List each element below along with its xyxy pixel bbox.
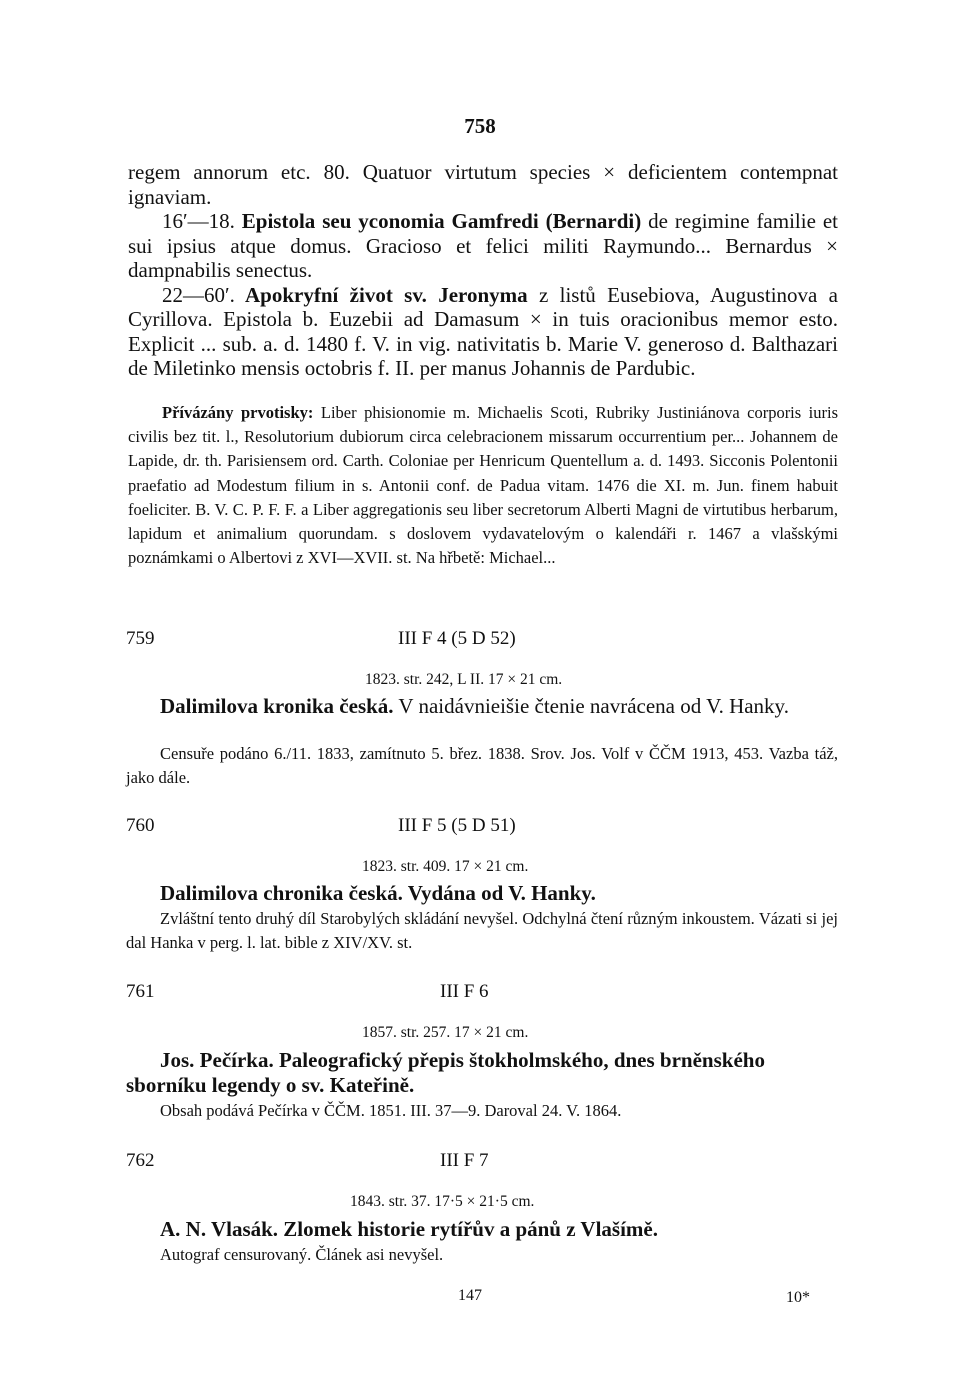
entry-meta: 1823. str. 409. 17 × 21 cm. <box>362 858 529 875</box>
entry-note: Autograf censurovaný. Článek asi nevyšel. <box>160 1245 444 1264</box>
shelfmark: III F 7 <box>440 1150 489 1171</box>
entry-meta: 1843. str. 37. 17·5 × 21·5 cm. <box>350 1193 535 1210</box>
title-bold: A. N. Vlasák. Zlomek historie rytířův a pánů z Vlašímě. <box>160 1217 658 1241</box>
paragraph-continuation <box>128 160 838 209</box>
footer-page-number: 147 <box>458 1287 482 1304</box>
text-span: deficientem contempnat ignaviam. <box>128 160 838 209</box>
title-rest: V naidávnieišie čtenie navrácena od V. Hanky. <box>393 694 789 718</box>
entry-meta: 1823. str. 242, L II. 17 × 21 cm. <box>365 671 563 688</box>
title-bold: Dalimilova chronika česká. Vydána od V. Hanky. <box>160 881 596 905</box>
entry-title <box>126 1217 838 1242</box>
entry-note: Zvláštní tento druhý díl Starobylých skládání nevyšel. Odchylná čtení různým inkoustem. Vázati si jej dal Hanka v perg. l. lat. bible z XIV/XV. st. <box>126 909 838 952</box>
entry-note: Obsah podává Pečírka v ČČM. 1851. III. 37—9. Daroval 24. V. 1864. <box>160 1101 622 1120</box>
paragraph-small <box>128 401 838 570</box>
entry-number: 762 <box>126 1150 155 1171</box>
text-span: regem annorum etc. 80. Quatuor virtutum species <box>128 160 604 184</box>
folio-range: 16′—18. <box>162 209 235 233</box>
small-label: Přívázány prvotisky: <box>162 403 314 422</box>
page-number: 758 <box>464 114 496 138</box>
entry-number: 759 <box>126 628 155 649</box>
bound-incunabula-note <box>128 401 838 570</box>
shelfmark: III F 5 (5 D 51) <box>398 815 516 836</box>
folio-range: 22—60′. <box>162 282 235 307</box>
text-span: de regimine familie et sui ipsius atque domus. Gracioso et felici militi Raymundo... Bernardus <box>128 209 838 258</box>
text-span: in tuis oracionibus memor esto. Explicit ... sub. a. d. 1480 f. V. in vig. nativitatis b. Marie V. generoso d. Balthazari de Miletinko mensis octobris f. II. per manus Johannis de Pardubic. <box>128 307 838 380</box>
shelfmark: III F 6 <box>440 981 489 1002</box>
small-text: Liber phisionomie m. Michaelis Scoti, Rubriky Justiniánova corporis iuris civilis bez tit. l., Resolutorium dubiorum circa celebracionem missarum occurrentium per... Johannem de Lapide, dr. th. Parisiensem ord. Carth. Coloniae per Henricum Quentellum a. d. 1493. Sicconis Polentonii praefatio ad Modestum filium in s. Antonii conf. de Padua vitam. 1476 die XI. m. Jun. finem habuit foeliciter. B. V. C. P. F. F. a Liber aggregationis seu liber secretorum Alberti Magni de virtutibus herbarum, lapidum et animalium quorundam. s doslovem vydavatelovým o kalendáři r. 1467 a vlašskými poznámkami o Albertovi z XVI—XVII. st. Na hřbetě: Michael... <box>128 403 838 568</box>
title-bold: Dalimilova kronika česká. <box>160 694 394 718</box>
paragraph-epistola <box>128 209 838 283</box>
bold-heading: Apokryfní život sv. Jeronyma <box>234 282 528 307</box>
entry-title <box>126 694 838 719</box>
shelfmark: III F 4 (5 D 52) <box>398 628 516 649</box>
bold-heading: Epistola seu yconomia Gamfredi (Bernardi) <box>234 209 642 233</box>
cross-symbol: × <box>603 160 616 184</box>
title-bold: Jos. Pečírka. Paleografický přepis štokholmského, dnes brněnského sborníku legendy o sv. Kateřině. <box>126 1048 765 1097</box>
entry-number: 760 <box>126 815 155 836</box>
cross-symbol: × <box>529 307 542 331</box>
entry-meta: 1857. str. 257. 17 × 21 cm. <box>362 1024 529 1041</box>
text-span: z listů Eusebiova, Augustinova a Cyrillova. Epistola b. Euzebii ad Damasum <box>128 282 838 331</box>
entry-title <box>126 1048 838 1098</box>
cross-symbol: × <box>826 233 838 258</box>
paragraph-apokryfni <box>128 283 838 381</box>
entry-title <box>126 881 838 906</box>
entry-note: Censuře podáno 6./11. 1833, zamítnuto 5. břez. 1838. Srov. Jos. Volf v ČČM 1913, 453. Vazba táž, jako dále. <box>126 744 838 787</box>
footer-signature-mark: 10* <box>786 1289 810 1306</box>
text-span: dampnabilis senectus. <box>128 258 313 282</box>
main-text-block <box>128 160 838 381</box>
entry-number: 761 <box>126 981 155 1002</box>
